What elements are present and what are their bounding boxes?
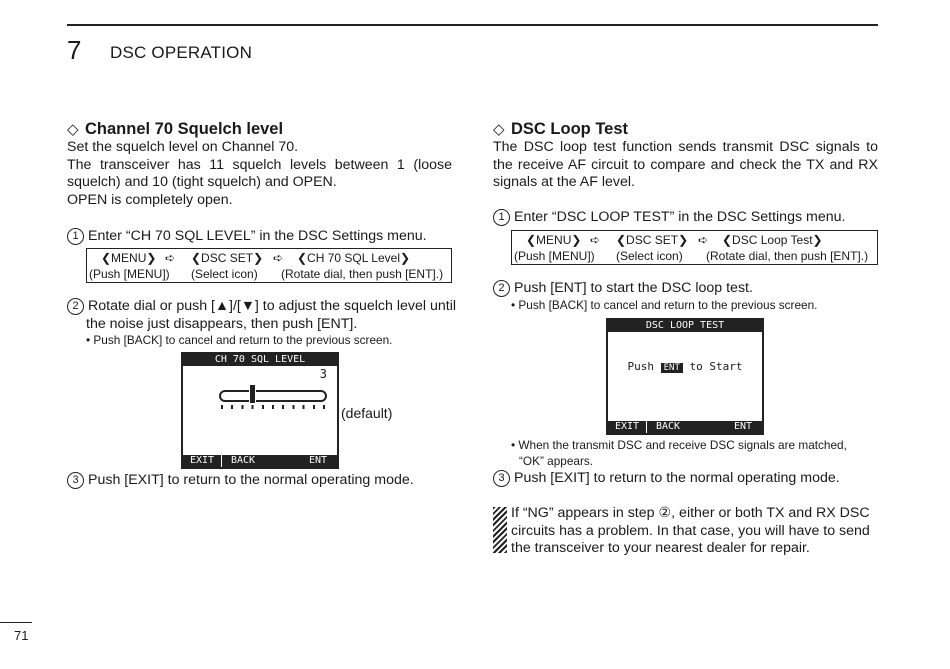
squelch-slider-track <box>219 390 327 402</box>
loop-step-1: 1 Enter “DSC LOOP TEST” in the DSC Settings menu. <box>493 209 845 227</box>
loop-match-note: • When the transmit DSC and receive DSC signals are matched, “OK” appears. <box>511 438 847 468</box>
loop-step-3: 3 Push [EXIT] to return to the normal operating mode. <box>493 470 840 488</box>
loop-nav-box: ❮MENU❯ ➪ ❮DSC SET❯ ➪ ❮DSC Loop Test❯ (Push [MENU]) (Select icon) (Rotate dial, then push [ENT].) <box>511 230 878 265</box>
squelch-scale-ticks <box>221 405 325 409</box>
squelch-step-2-note: • Push [BACK] to cancel and return to the previous screen. <box>86 333 393 347</box>
footer-rule <box>0 622 32 623</box>
squelch-lcd: CH 70 SQL LEVEL 3 EXIT BACK ENT <box>181 352 339 469</box>
loop-step-2-note: • Push [BACK] to cancel and return to the previous screen. <box>511 298 818 312</box>
step-number: 1 <box>67 228 84 245</box>
squelch-slider-knob <box>249 384 256 404</box>
section-title-squelch: ◇ Channel 70 Squelch level <box>67 120 284 138</box>
loop-step-2: 2 Push [ENT] to start the DSC loop test. <box>493 280 753 298</box>
chapter-number: 7 <box>67 35 82 65</box>
squelch-step-2: 2 Rotate dial or push [▲]/[▼] to adjust the squelch level until the noise just disappears, then push [ENT]. <box>67 298 456 333</box>
squelch-nav-box: ❮MENU❯ ➪ ❮DSC SET❯ ➪ ❮CH 70 SQL Level❯ (Push [MENU]) (Select icon) (Rotate dial, then push [ENT].) <box>86 248 452 283</box>
loop-lcd: DSC LOOP TEST Push ENT to Start EXIT BACK ENT <box>606 318 764 435</box>
loop-lcd-message: Push ENT to Start <box>627 360 743 373</box>
diamond-icon: ◇ <box>493 121 505 138</box>
diamond-icon: ◇ <box>67 121 79 138</box>
squelch-step-1: 1 Enter “CH 70 SQL LEVEL” in the DSC Settings menu. <box>67 228 427 246</box>
page-number: 71 <box>14 628 29 643</box>
loop-intro: The DSC loop test function sends transmit DSC signals to the receive AF circuit to compare and check the TX and RX signals at the AF level. <box>493 139 878 191</box>
squelch-step-3: 3 Push [EXIT] to return to the normal operating mode. <box>67 472 414 490</box>
squelch-intro: Set the squelch level on Channel 70. The transceiver has 11 squelch levels between 1 (loose squelch) and 10 (tight squelch) and OPEN. OPEN is completely open. <box>67 139 452 208</box>
lcd-title: CH 70 SQL LEVEL <box>183 354 337 366</box>
loop-warning: If “NG” appears in step ②, either or both TX and RX DSC circuits has a problem. In that case, you will have to send the transceiver to your nearest dealer for repair. <box>511 505 870 557</box>
chapter-title: DSC OPERATION <box>110 43 253 62</box>
squelch-value: 3 <box>319 367 327 381</box>
warning-hatch-icon <box>493 507 507 553</box>
default-label: (default) <box>341 405 393 421</box>
header-rule <box>67 24 878 26</box>
section-title-loop-test: ◇ DSC Loop Test <box>493 120 629 138</box>
lcd-title: DSC LOOP TEST <box>608 320 762 332</box>
